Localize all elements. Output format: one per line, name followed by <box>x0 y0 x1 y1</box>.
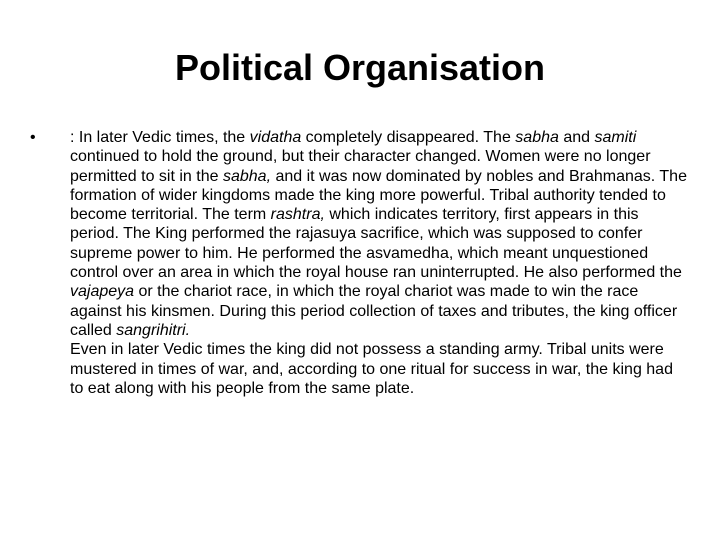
italic-term: vajapeya <box>70 283 135 301</box>
text-run: : In later Vedic times, the <box>70 129 250 146</box>
italic-term: sabha, <box>222 167 272 185</box>
italic-term: rashtra, <box>270 206 325 224</box>
bullet-text <box>70 128 690 398</box>
paragraph-2: Even in later Vedic times the king did not possess a standing army. Tribal units were mustered in times of war, and, according to one ritual for success in war, the king had to eat along with his people from the same plate. <box>70 341 673 397</box>
italic-term: samiti <box>594 129 637 146</box>
text-run: completely disappeared. The <box>301 129 516 146</box>
italic-term: vidatha <box>249 129 302 146</box>
text-run: which indicates territory, first appears in this period. The King performed the rajasuya sacrifice, which was supposed to confer supreme power to him. He performed the asvamedha, which meant unquestioned control over an area in which the royal house ran uninterrupted. He also performed the <box>70 206 682 282</box>
text-run: and <box>558 129 595 146</box>
text-run: and it was now dominated by nobles and Brahmanas. The formation of wider kingdoms made the king more powerful. Tribal authority tended to become territorial. The term <box>70 167 687 224</box>
italic-term: sangrihitri. <box>116 321 191 339</box>
text-run: continued to hold the ground, but their character changed. Women were no longer permitted to sit in the <box>70 148 651 185</box>
italic-term: sabha <box>515 129 559 146</box>
text-run: or the chariot race, in which the royal chariot was made to win the race against his kinsmen. During this period collection of taxes and tributes, the king officer called <box>70 283 678 339</box>
paragraph-1 <box>70 128 690 340</box>
slide-body <box>30 128 690 398</box>
bullet-item <box>30 128 690 398</box>
slide-title: Political Organisation <box>174 47 546 88</box>
bullet-marker: • <box>30 129 36 146</box>
